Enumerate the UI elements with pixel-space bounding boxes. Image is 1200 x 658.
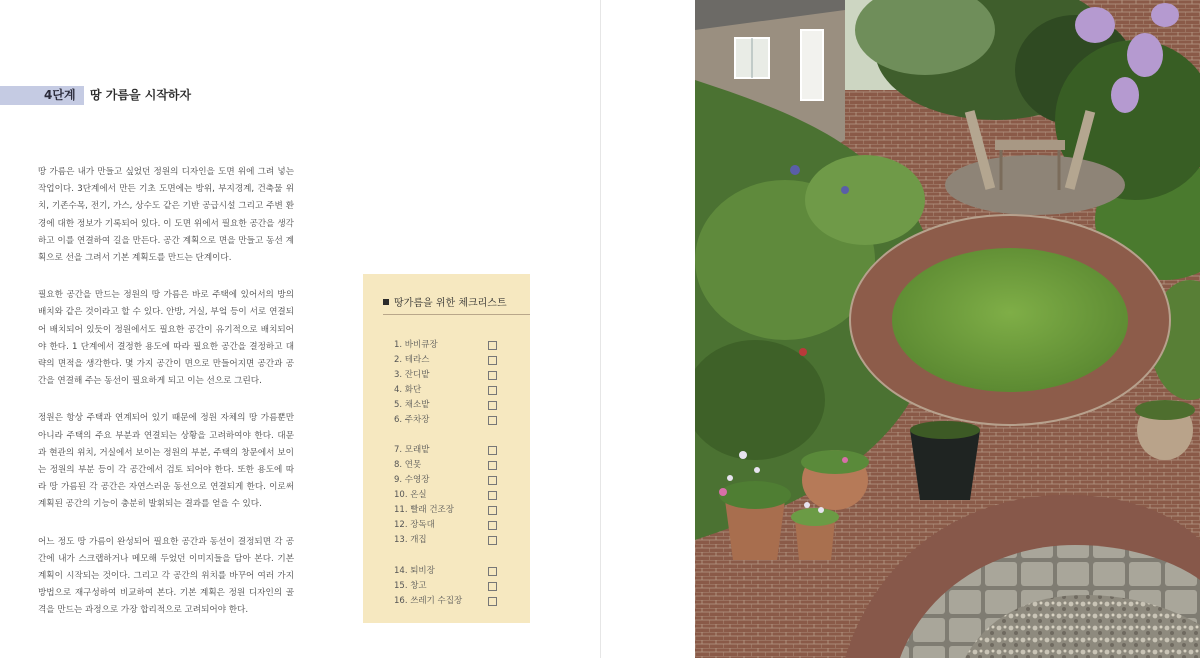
checklist-item[interactable] <box>394 383 504 397</box>
checkbox[interactable] <box>488 461 497 470</box>
checklist-item-label: 13. 개집 <box>394 535 427 545</box>
checklist-item-label: 10. 온실 <box>394 490 427 500</box>
checklist-item-label: 12. 장독대 <box>394 520 435 530</box>
checkbox[interactable] <box>488 476 497 485</box>
body-text <box>38 164 294 640</box>
checklist-item-label: 4. 화단 <box>394 385 422 395</box>
checkbox[interactable] <box>488 371 497 380</box>
checklist-item-label: 2. 테라스 <box>394 355 430 365</box>
checklist-item[interactable] <box>394 518 504 532</box>
checklist-title <box>383 294 507 309</box>
checklist-item-label: 8. 연못 <box>394 460 422 470</box>
checkbox[interactable] <box>488 356 497 365</box>
checklist-item-label: 6. 주차장 <box>394 415 430 425</box>
checklist-item[interactable] <box>394 594 504 608</box>
checklist-item-label: 14. 퇴비장 <box>394 566 435 576</box>
paragraph: 필요한 공간을 만드는 정원의 땅 가름은 바로 주택에 있어서의 방의 배치와 같은 것이라고 할 수 있다. 안방, 거실, 부엌 등이 서로 연결되어 배치되어 있듯이 정원에서도 필요한 공간이 유기적으로 배치되어야 한다. 1 단계에서 결정한 용도에 따라 필요한 공간을 결정하고 대략의 면적을 생각한다. 몇 가지 공간이 면으로 만들어지면 공간과 공간을 연결해 주는 동선이 필요하게 되고 이는 선으로 그린다. <box>38 290 294 387</box>
checklist-title-text: 땅가름을 위한 체크리스트 <box>394 298 507 309</box>
checklist-item[interactable] <box>394 473 504 487</box>
checklist-divider <box>383 314 530 315</box>
checklist-item-label: 5. 채소밭 <box>394 400 430 410</box>
paragraph: 어느 정도 땅 가름이 완성되어 필요한 공간과 동선이 결정되면 각 공간에 내가 스크랩하거나 메모해 두었던 이미지들을 담아 본다. 기본 계획이 시작되는 것이다. 그리고 각 공간의 위치를 바꾸어 여러 가지 방법으로 재구성하여 비교하여 본다. 기본 계획은 정원 디자인의 골격을 만드는 과정으로 가장 합리적으로 고려되어야 한다. <box>38 536 294 616</box>
checklist-item[interactable] <box>394 533 504 547</box>
paragraph: 정원은 항상 주택과 연계되어 있기 때문에 정원 자체의 땅 가름뿐만 아니라 주택의 주요 부분과 연결되는 상황을 고려하여야 한다. 대문과 현관의 위치, 거실에서 보이는 정원의 부분, 주택의 창문에서 보이는 정원의 부분 등이 각 공간에서 검토 되어야 한다. 또한 용도에 따라 땅 가름된 각 공간은 자연스러운 동선으로 연결되게 한다. 이로써 계획된 공간의 기능이 충분히 발휘되는 결과를 얻을 수 있다. <box>38 413 294 510</box>
checklist-item-label: 3. 잔디밭 <box>394 370 430 380</box>
checklist-box <box>363 274 530 623</box>
checklist-item[interactable] <box>394 413 504 427</box>
checkbox[interactable] <box>488 597 497 606</box>
checklist-item[interactable] <box>394 503 504 517</box>
square-bullet-icon <box>383 299 389 305</box>
checklist-item[interactable] <box>394 564 504 578</box>
checklist-item[interactable] <box>394 443 504 457</box>
checklist-item-label: 7. 모래밭 <box>394 445 430 455</box>
checklist-item-label: 1. 바비큐장 <box>394 340 438 350</box>
checkbox[interactable] <box>488 401 497 410</box>
checkbox[interactable] <box>488 446 497 455</box>
checklist-item[interactable] <box>394 353 504 367</box>
paragraph: 땅 가름은 내가 만들고 싶었던 정원의 디자인을 도면 위에 그려 넣는 작업이다. 3단계에서 만든 기초 도면에는 방위, 부지경계, 건축물 위치, 기존수목, 전기, 가스, 상수도 같은 기반 공급시설 그리고 주변 환경에 대한 정보가 기록되어 있다. 이 도면 위에서 필요한 공간을 생각하고 이를 연결하여 길을 만든다. 공간 계획으로 면을 만들고 동선 계획으로 선을 그려서 기본 계획도를 만드는 단계이다. <box>38 167 294 264</box>
checkbox[interactable] <box>488 567 497 576</box>
checkbox[interactable] <box>488 536 497 545</box>
checklist-item[interactable] <box>394 398 504 412</box>
checklist-item-label: 16. 쓰레기 수집장 <box>394 596 463 606</box>
right-page <box>601 0 1200 658</box>
checklist-item[interactable] <box>394 579 504 593</box>
checkbox[interactable] <box>488 416 497 425</box>
step-label: 4단계 <box>44 88 76 102</box>
garden-photo <box>695 0 1200 658</box>
checklist-item-label: 9. 수영장 <box>394 475 430 485</box>
checkbox[interactable] <box>488 341 497 350</box>
checklist-item-label: 11. 빨래 건조장 <box>394 505 454 515</box>
checkbox[interactable] <box>488 506 497 515</box>
checklist-item[interactable] <box>394 338 504 352</box>
checkbox[interactable] <box>488 521 497 530</box>
checklist-item-label: 15. 창고 <box>394 581 427 591</box>
garden-photo-icon <box>695 0 1200 658</box>
checkbox[interactable] <box>488 582 497 591</box>
checkbox[interactable] <box>488 386 497 395</box>
section-title: 땅 가름을 시작하자 <box>90 88 192 102</box>
checklist-item[interactable] <box>394 488 504 502</box>
checklist-item[interactable] <box>394 368 504 382</box>
checkbox[interactable] <box>488 491 497 500</box>
checklist-item[interactable] <box>394 458 504 472</box>
